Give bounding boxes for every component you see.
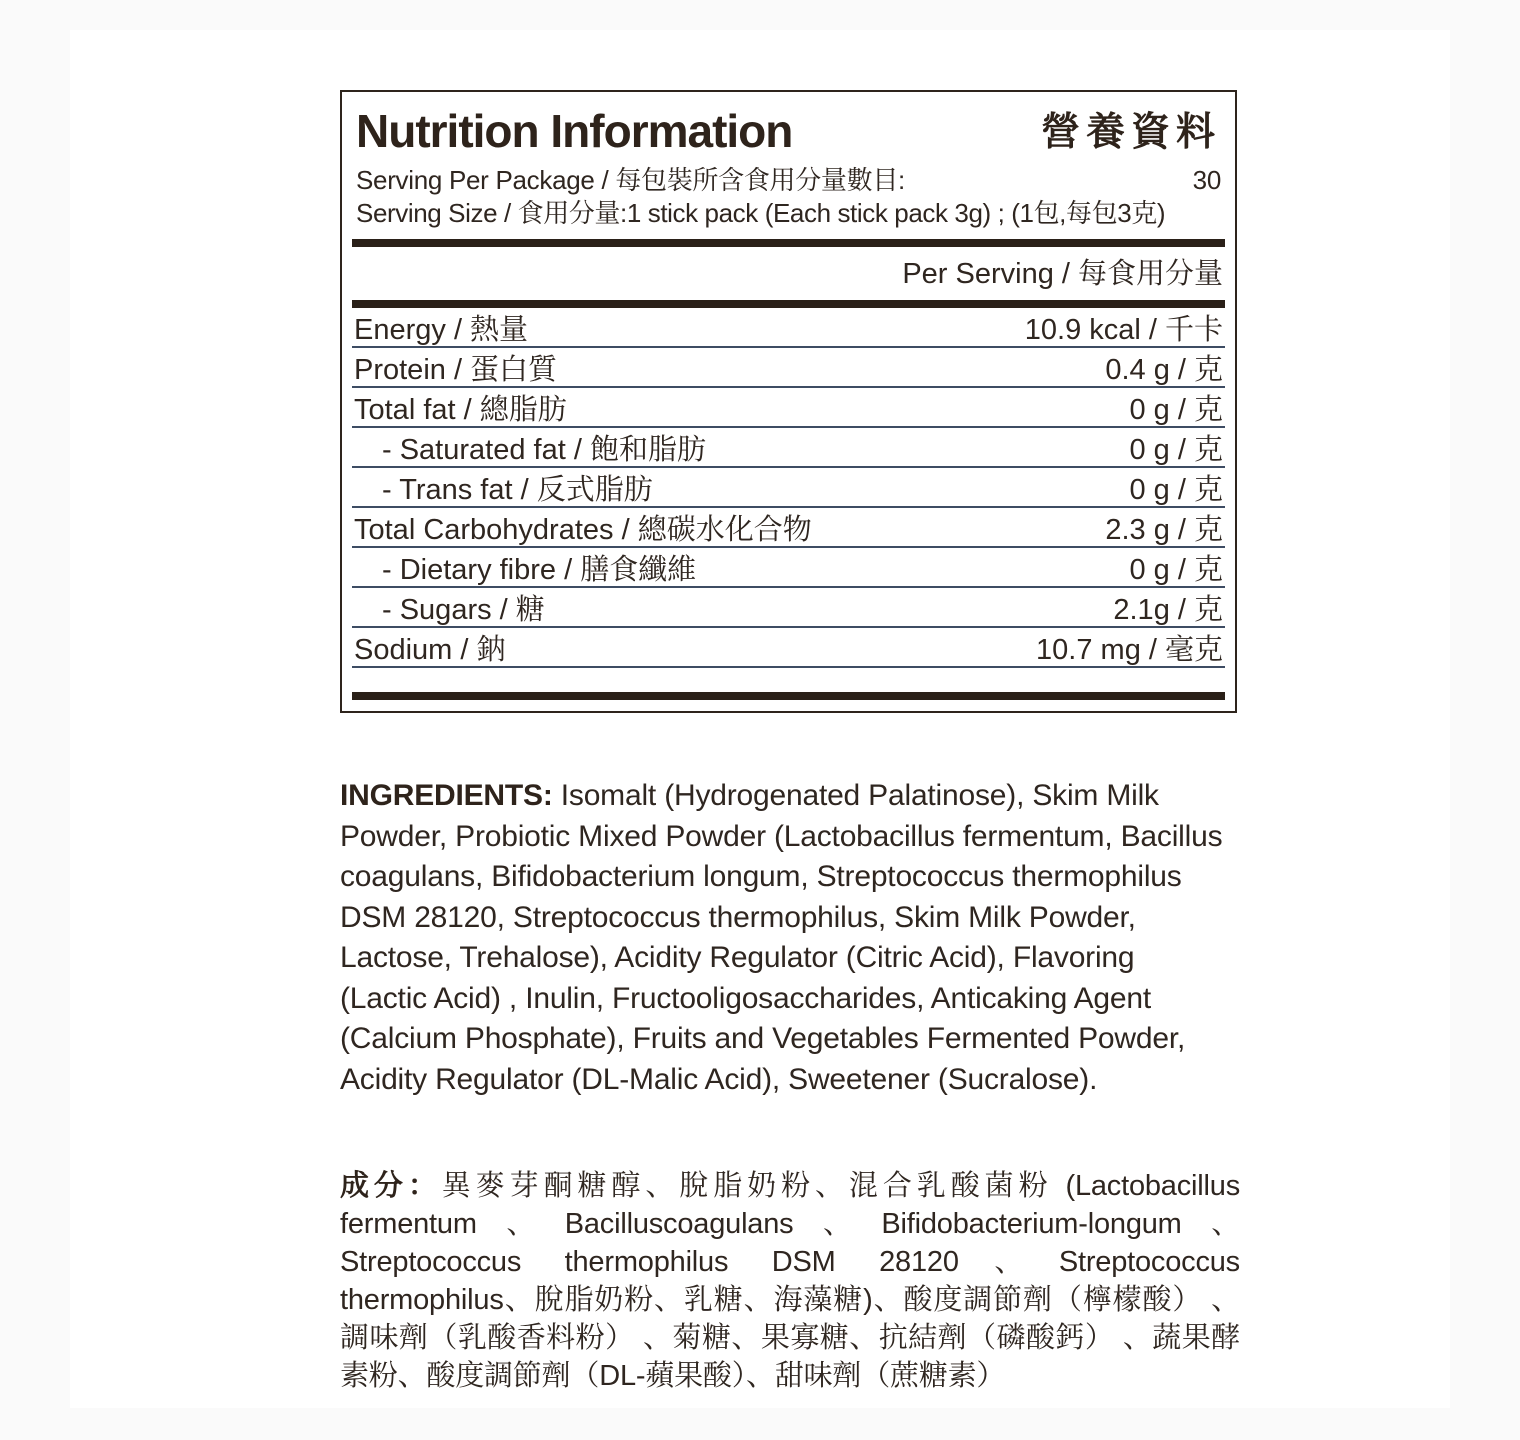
table-row-total-fat (352, 388, 1225, 428)
table-row-energy (352, 308, 1225, 348)
row-value: 10.9 kcal / 千卡 (1024, 313, 1223, 346)
ingredients-english-text: Isomalt (Hydrogenated Palatinose), Skim Milk Powder, Probiotic Mixed Powder (Lactobacillus fermentum, Bacillus coagulans, Bifidobacterium longum, Streptococcus thermophilus DSM 28120, Streptococcus thermophilus, Skim Milk Powder, Lactose, Trehalose), Acidity Regulator (Citric Acid), Flavoring (Lactic Acid) , Inulin, Fructooligosaccharides, Anticaking Agent (Calcium Phosphate), Fruits and Vegetables Fermented Powder, Acidity Regulator (DL-Malic Acid), Sweetener (Sucralose). (340, 779, 1223, 1096)
ingredients-chinese-label: 成分： (340, 1170, 442, 1202)
per-serving-column-header: Per Serving / 每食用分量 (902, 258, 1223, 290)
row-label: - Trans fat / 反式脂肪 (382, 473, 653, 506)
nutrition-facts-box (340, 90, 1237, 713)
row-label: Protein / 蛋白質 (354, 353, 558, 386)
label-card (70, 30, 1450, 1408)
table-row-trans-fat (352, 468, 1225, 508)
row-value: 0.4 g / 克 (1105, 353, 1223, 386)
ingredients-english (340, 776, 1228, 1100)
thick-divider-top (352, 239, 1225, 247)
nutrition-title-zh: 營養資料 (1040, 111, 1221, 154)
row-value: 10.7 mg / 毫克 (1036, 633, 1223, 666)
serving-size-row: Serving Size / 食用分量:1 stick pack (Each stick pack 3g) ; (1包,每包3克) (356, 198, 1166, 228)
row-label: Total fat / 總脂肪 (354, 393, 567, 426)
serving-per-package-label: Serving Per Package / 每包裝所含食用分量數目: (356, 165, 905, 195)
row-value: 2.1g / 克 (1113, 593, 1223, 626)
nutrition-title-row (352, 106, 1225, 156)
nutrition-title-en: Nutrition Information (356, 105, 793, 157)
table-row-protein (352, 348, 1225, 388)
row-label: Sodium / 鈉 (354, 633, 506, 666)
row-label: Total Carbohydrates / 總碳水化合物 (354, 513, 812, 546)
table-row-sodium (352, 628, 1225, 668)
thick-divider-bottom (352, 692, 1225, 700)
row-label: - Sugars / 糖 (382, 593, 545, 626)
row-value: 0 g / 克 (1129, 473, 1223, 506)
ingredients-english-label: INGREDIENTS: (340, 779, 553, 812)
row-label: - Saturated fat / 飽和脂肪 (382, 433, 706, 466)
row-value: 0 g / 克 (1129, 393, 1223, 426)
row-value: 2.3 g / 克 (1105, 513, 1223, 546)
row-label: - Dietary fibre / 膳食纖維 (382, 553, 697, 586)
row-label: Energy / 熱量 (354, 313, 529, 346)
table-row-sugars (352, 588, 1225, 628)
table-row-dietary-fibre (352, 548, 1225, 588)
ingredients-chinese (340, 1167, 1240, 1395)
row-value: 0 g / 克 (1129, 433, 1223, 466)
serving-per-package-row (352, 165, 1225, 196)
table-row-carbohydrates (352, 508, 1225, 548)
ingredients-chinese-text: 異麥芽酮糖醇、脫脂奶粉、混合乳酸菌粉 (Lactobacillus fermentum、Bacilluscoagulans、Bifidobacterium-longum、Streptococcus thermophilus DSM 28120、Streptococcus thermophilus、脫脂奶粉、乳糖、海藻糖)、酸度調節劑（檸檬酸） 、調味劑（乳酸香料粉） 、菊糖、果寡糖、抗結劑（磷酸鈣） 、蔬果酵素粉、酸度調節劑（DL-蘋果酸）、甜味劑（蔗糖素） (340, 1170, 1240, 1392)
row-value: 0 g / 克 (1129, 553, 1223, 586)
nutrition-rows (352, 308, 1225, 668)
serving-per-package-value: 30 (1192, 165, 1221, 195)
table-row-saturated-fat (352, 428, 1225, 468)
